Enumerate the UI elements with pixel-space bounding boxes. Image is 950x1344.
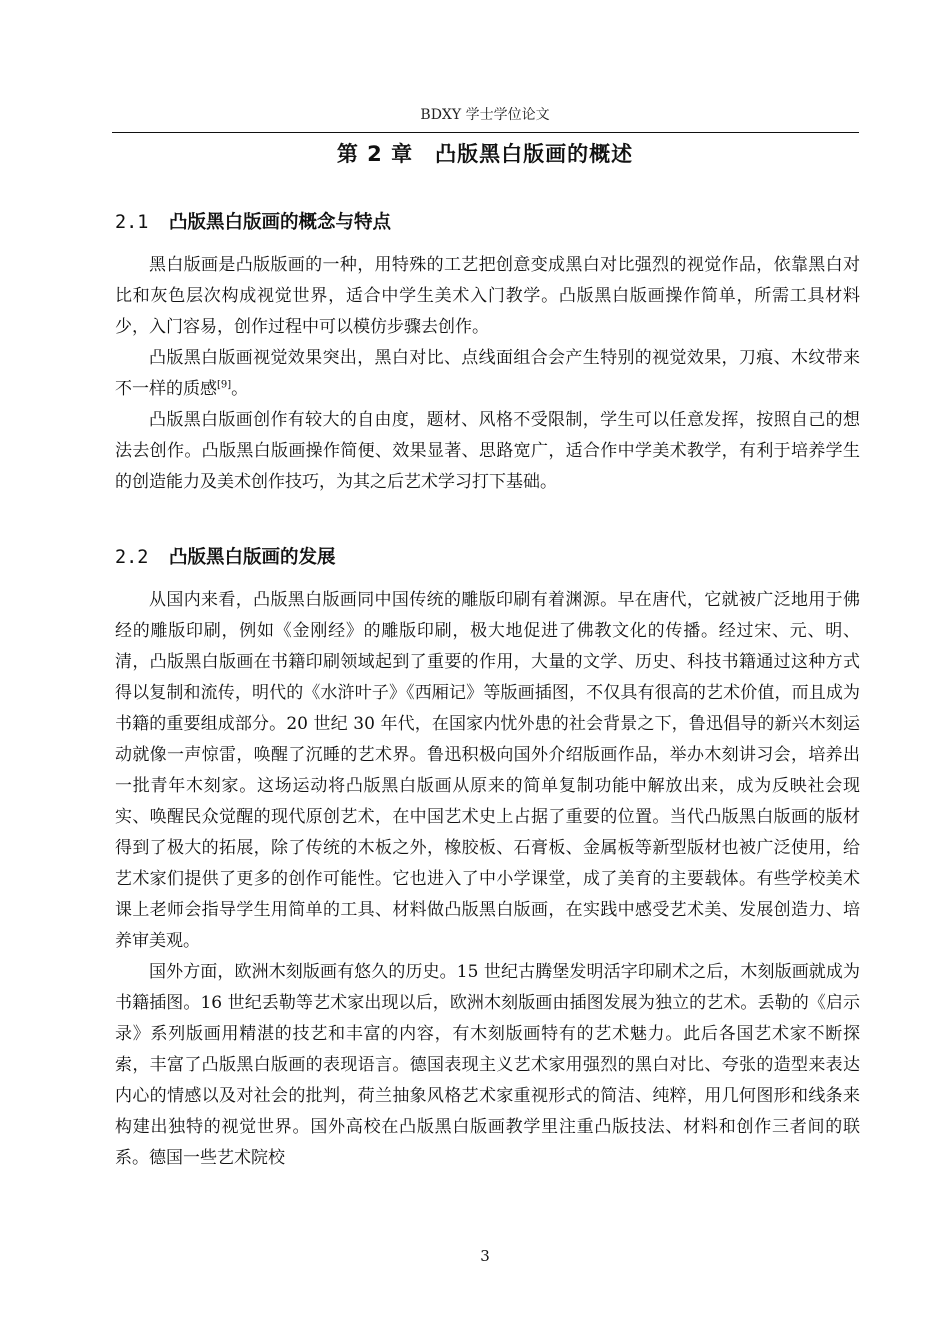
paragraph-text: 凸版黑白版画视觉效果突出，黑白对比、点线面组合会产生特别的视觉效果，刀痕、木纹带来不一样的质感 [115,348,860,399]
citation-marker: [9] [217,379,232,391]
page-number: 3 [480,1247,490,1265]
paragraph-tail: 。 [231,379,249,399]
section-number: 2.1 [115,212,149,233]
chapter-number: 第 2 章 [336,142,414,166]
paragraph: 凸版黑白版画创作有较大的自由度，题材、风格不受限制，学生可以任意发挥，按照自己的想法去创作。凸版黑白版画操作简便、效果显著、思路宽广，适合作中学美术教学，有利于培养学生的创造能力及美术创作技巧，为其之后艺术学习打下基础。 [115,410,860,492]
running-header: BDXY 学士学位论文 [420,107,550,123]
section-heading-2-2 [115,545,336,571]
section-body-2-1 [115,250,860,498]
paragraph: 国外方面，欧洲木刻版画有悠久的历史。15 世纪古腾堡发明活字印刷术之后，木刻版画就成为书籍插图。16 世纪丢勒等艺术家出现以后，欧洲木刻版画由插图发展为独立的艺术。丢勒的《启示录》系列版画用精湛的技艺和丰富的内容，有木刻版画特有的艺术魅力。此后各国艺术家不断探索，丰富了凸版黑白版画的表现语言。德国表现主义艺术家用强烈的黑白对比、夸张的造型来表达内心的情感以及对社会的批判，荷兰抽象风格艺术家重视形式的简洁、纯粹，用几何图形和线条来构建出独特的视觉世界。国外高校在凸版黑白版画教学里注重凸版技法、材料和创作三者间的联系。德国一些艺术院校 [115,962,860,1168]
section-title-text: 凸版黑白版画的概念与特点 [169,212,392,233]
section-number: 2.2 [115,547,149,568]
paragraph: 从国内来看，凸版黑白版画同中国传统的雕版印刷有着渊源。早在唐代，它就被广泛地用于佛经的雕版印刷，例如《金刚经》的雕版印刷，极大地促进了佛教文化的传播。经过宋、元、明、清，凸版黑白版画在书籍印刷领域起到了重要的作用，大量的文学、历史、科技书籍通过这种方式得以复制和流传，明代的《水浒叶子》《西厢记》等版画插图，不仅具有很高的艺术价值，而且成为书籍的重要组成部分。20 世纪 30 年代，在国家内忧外患的社会背景之下，鲁迅倡导的新兴木刻运动就像一声惊雷，唤醒了沉睡的艺术界。鲁迅积极向国外介绍版画作品，举办木刻讲习会，培养出一批青年木刻家。这场运动将凸版黑白版画从原来的简单复制功能中解放出来，成为反映社会现实、唤醒民众觉醒的现代原创艺术，在中国艺术史上占据了重要的位置。当代凸版黑白版画的版材得到了极大的拓展，除了传统的木板之外，橡胶板、石膏板、金属板等新型版材也被广泛使用，给艺术家们提供了更多的创作可能性。它也进入了中小学课堂，成了美育的主要载体。有些学校美术课上老师会指导学生用简单的工具、材料做凸版黑白版画，在实践中感受艺术美、发展创造力、培养审美观。 [115,590,860,951]
header-divider [112,132,859,133]
section-body-2-2 [115,585,860,1174]
chapter-title-text: 凸版黑白版画的概述 [435,142,634,166]
section-heading-2-1 [115,210,391,236]
paragraph: 黑白版画是凸版版画的一种，用特殊的工艺把创意变成黑白对比强烈的视觉作品，依靠黑白对比和灰色层次构成视觉世界，适合中学生美术入门教学。凸版黑白版画操作简单，所需工具材料少，入门容易，创作过程中可以模仿步骤去创作。 [115,255,860,337]
section-title-text: 凸版黑白版画的发展 [169,547,336,568]
paragraph-with-citation [115,343,860,405]
chapter-title [112,139,858,169]
